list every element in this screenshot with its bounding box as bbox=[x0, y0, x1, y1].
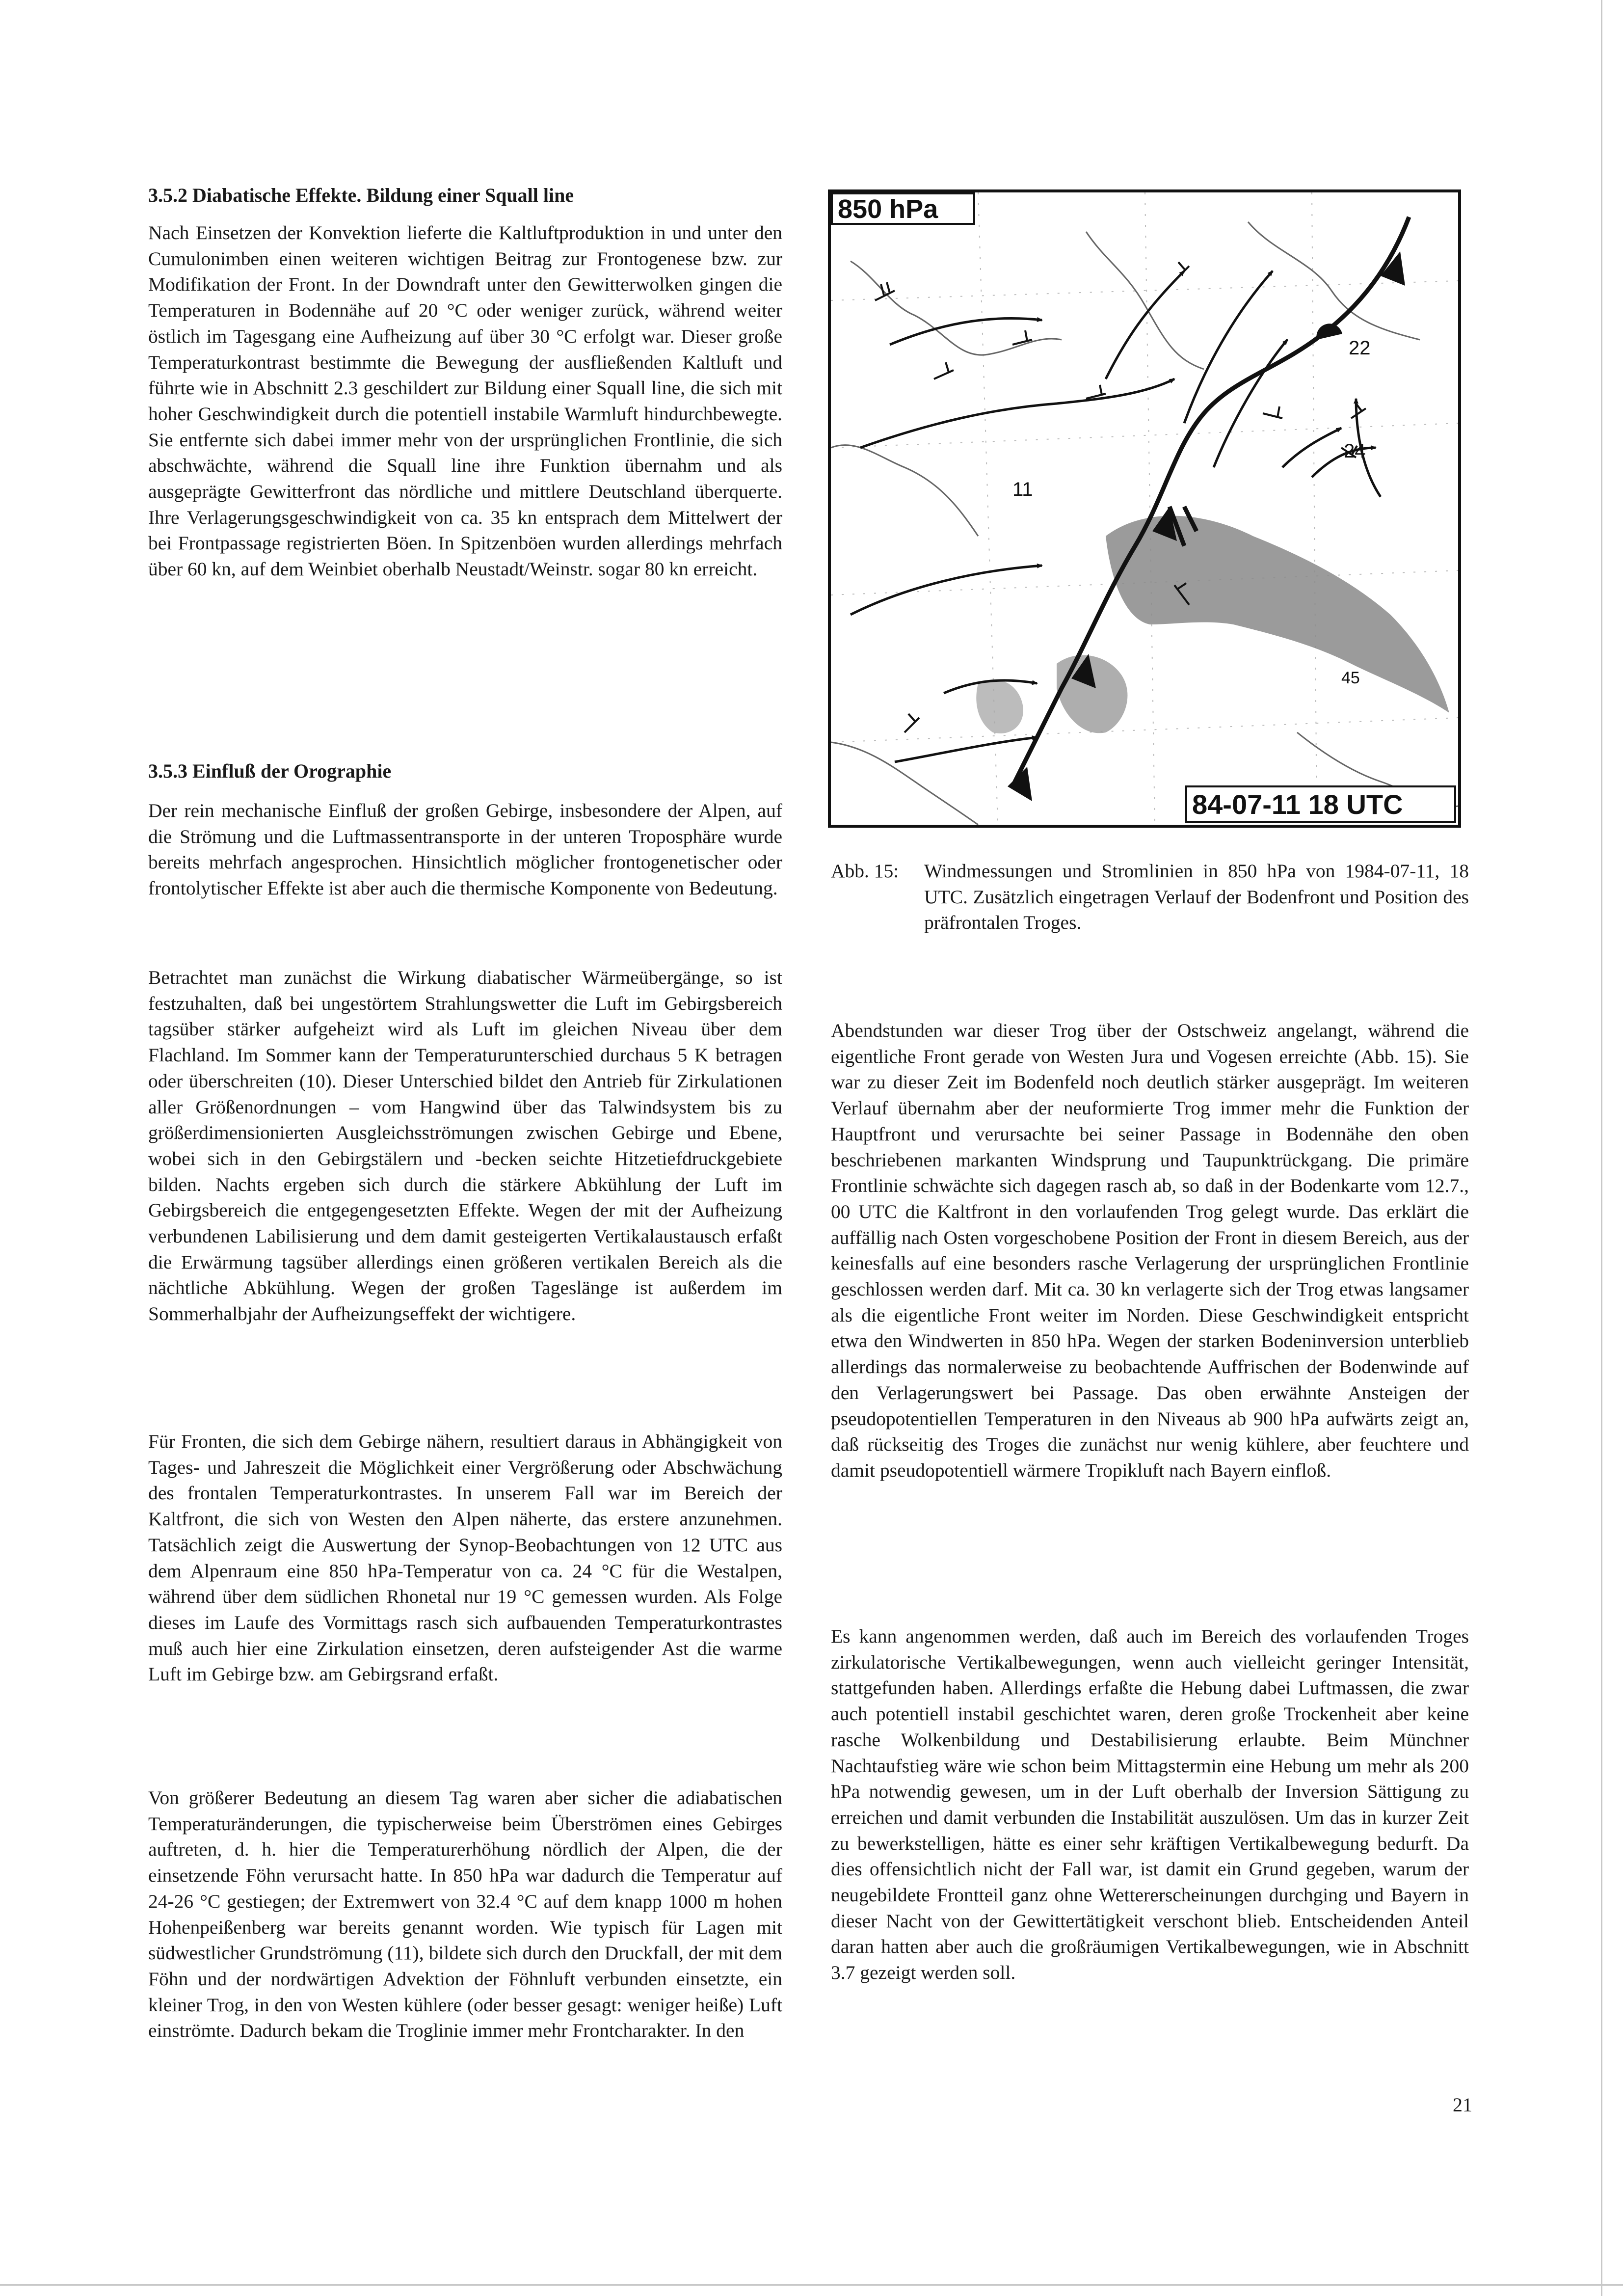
caption-text: Windmessungen und Stromlinien in 850 hPa von 1984-07-11, 18 UTC. Zusätzlich eingetragen Verlauf der Bodenfront und Position des präfrontalen Troges. bbox=[924, 860, 1469, 934]
map-grid bbox=[831, 192, 1458, 825]
level-label: 850 hPa bbox=[838, 194, 938, 224]
page-edge-bottom bbox=[0, 2284, 1623, 2286]
value-label-45: 45 bbox=[1341, 669, 1360, 687]
value-label-11: 11 bbox=[1012, 479, 1033, 500]
figure-labels bbox=[832, 193, 1455, 822]
paragraph-3-5-3-1: Der rein mechanische Einfluß der großen Gebirge, insbesondere der Alpen, auf die Strömung und die Luftmassentransporte in der unteren Troposphäre wurde bereits mehrfach angesprochen. Hinsichtlich möglicher frontogenetischer oder frontolytischer Effekte ist aber auch die thermische Komponente von Bedeutung. bbox=[148, 800, 782, 899]
paragraph-3-5-3-2: Betrachtet man zunächst die Wirkung diabatischer Wärmeübergänge, so ist festzuhalten, daß bei ungestörtem Strahlungswetter die Luft im Gebirgsbereich tagsüber stärker aufgeheizt wird als Luft im gleichen Niveau über dem Flachland. Im Sommer kann der Temperaturunterschied durchaus 5 K betragen oder überschreiten (10). Dieser Unterschied bildet den Antrieb für Zirkulationen aller Größenordnungen – vom Hangwind über das Talwindsystem bis zu größerdimensionierten Ausgleichsströmungen zwischen Gebirge und Ebene, wobei sich in den Gebirgstälern und -becken seichte Hitzetiefdruckgebiete bilden. Nachts ergeben sich durch die stärkere Abkühlung der Luft im Gebirgsbereich die entgegengesetzten Effekte. Wegen der mit der Aufheizung verbundenen Labilisierung und dem damit gesteigerten Vertikalaustausch erfaßt die Erwärmung tagsüber allerdings einen größeren vertikalen Bereich als die nächtliche Abkühlung. Wegen der großen Tageslänge ist außerdem im Sommerhalbjahr der Aufheizungseffekt der wichtigere. bbox=[148, 967, 782, 1325]
weather-map bbox=[831, 192, 1458, 825]
date-label: 84-07-11 18 UTC bbox=[1192, 789, 1403, 820]
alps-shading bbox=[976, 516, 1449, 733]
page-number: 21 bbox=[1453, 2094, 1472, 2116]
page-edge-right bbox=[1601, 0, 1602, 2296]
paragraph-right-2: Es kann angenommen werden, daß auch im Bereich des vorlaufenden Troges zirkulatorische Vertikalbewegungen, wenn auch vielleicht geringer Intensität, stattgefunden haben. Allerdings erfaßte die Hebung dabei Luftmassen, die zwar auch potentiell instabil geschichtet waren, deren große Trockenheit aber keine rasche Wolkenbildung und Destabilisierung erlaubte. Beim Münchner Nachtaufstieg wäre wie schon beim Mittagstermin eine Hebung um mehr als 200 hPa notwendig gewesen, um in der Luft oberhalb der Inversion Sättigung zu erreichen und damit verbunden die Instabilität auszulösen. Um das in kurzer Zeit zu bewerkstelligen, hätte es einer sehr kräftigen Vertikalbewegung bedurft. Da dies offensichtlich nicht der Fall war, ist damit ein Grund gegeben, warum der neugebildete Frontteil ganz ohne Wettererscheinungen durchging und Bayern in dieser Nacht von der Gewittertätigkeit verschont blieb. Entscheidenden Anteil daran hatten aber auch die großräumigen Vertikalbewegungen, wie in Abschnitt 3.7 gezeigt werden soll. bbox=[831, 1625, 1469, 1984]
caption-label: Abb. 15: bbox=[831, 860, 899, 882]
paragraph-3-5-3-4: Von größerer Bedeutung an diesem Tag waren aber sicher die adiabatischen Temperaturänderungen, die typischerweise beim Überströmen eines Gebirges auftreten, d. h. hier die Temperaturerhöhung nördlich der Alpen, die der einsetzende Föhn verursacht hatte. In 850 hPa war dadurch die Temperatur auf 24-26 °C gestiegen; der Extremwert von 32.4 °C auf dem knapp 1000 m hohen Hohenpeißenberg war bereits genannt worden. Wie typisch für Lagen mit südwestlicher Grundströmung (11), bildete sich durch den Druckfall, der mit dem Föhn und der nordwärtigen Advektion der Föhnluft verbunden einsetzte, ein kleiner Trog, in den von Westen kühlere (oder besser gesagt: weniger heiße) Luft einströmte. Dadurch bekam die Troglinie immer mehr Frontcharakter. In den bbox=[148, 1787, 782, 2042]
paragraph-3-5-3-3: Für Fronten, die sich dem Gebirge nähern, resultiert daraus in Abhängigkeit von Tages- und Jahreszeit die Möglichkeit einer Vergrößerung oder Abschwächung des frontalen Temperaturkontrastes. In unserem Fall war im Bereich der Kaltfront, die sich von Westen den Alpen näherte, das erstere anzunehmen. Tatsächlich zeigt die Auswertung der Synop-Beobachtungen von 12 UTC aus dem Alpenraum eine 850 hPa-Temperatur von ca. 24 °C für die Westalpen, während über dem südlichen Rhonetal nur 19 °C gemessen wurden. Als Folge dieses im Laufe des Vormittags rasch sich aufbauenden Temperaturkontrastes muß auch hier eine Zirkulation einsetzen, deren aufsteigender Ast die warme Luft im Gebirge bzw. am Gebirgsrand erfaßt. bbox=[148, 1431, 782, 1685]
section-heading-3-5-3: 3.5.3 Einfluß der Orographie bbox=[148, 760, 392, 782]
paragraph-3-5-2: Nach Einsetzen der Konvektion lieferte die Kaltluftproduktion in und unter den Cumulonimben einen weiteren wichtigen Beitrag zur Frontogenese bzw. zur Modifikation der Front. In der Downdraft unter den Gewitterwolken gingen die Temperaturen in Bodennähe auf 20 °C oder weniger zurück, während weiter östlich im Tagesgang eine Aufheizung auf über 30 °C erfolgt war. Dieser große Temperaturkontrast bestimmte die Bewegung der ausfließenden Kaltluft und führte wie in Abschnitt 2.3 geschildert zur Bildung einer Squall line, die sich mit hoher Geschwindigkeit durch die potentiell instabile Warmluft hindurchbewegte. Sie entfernte sich dabei immer mehr von der ursprünglichen Frontlinie, die sich abschwächte, während die Squall line ihre Funktion übernahm und als ausgeprägte Gewitterfront das nördliche und mittlere Deutschland überquerte. Ihre Verlagerungsgeschwindigkeit von ca. 35 kn entsprach dem Mittelwert der bei Frontpassage registrierten Böen. In Spitzenböen wurden allerdings mehrfach über 60 kn, auf dem Weinbiet oberhalb Neustadt/Weinstr. sogar 80 kn erreicht. bbox=[148, 222, 782, 580]
section-heading-3-5-2: 3.5.2 Diabatische Effekte. Bildung einer Squall line bbox=[148, 184, 574, 206]
paragraph-right-1: Abendstunden war dieser Trog über der Ostschweiz angelangt, während die eigentliche Front gerade von Westen Jura und Vogesen erreichte (Abb. 15). Sie war zu dieser Zeit im Bodenfeld noch deutlich stärker ausgeprägt. Im weiteren Verlauf übernahm aber der neuformierte Trog immer mehr die Funktion der Hauptfront und verursachte bei seiner Passage in Bodennähe den oben beschriebenen markanten Windsprung und Taupunktrückgang. Die primäre Frontlinie schwächte sich dagegen rasch ab, so daß in der Bodenkarte vom 12.7., 00 UTC die Kaltfront in den vorlaufenden Trog gelegt wurde. Das erklärt die auffällig nach Osten vorgeschobene Position der Front in diesem Bereich, aus der keinesfalls auf eine besonders rasche Verlagerung der ursprünglichen Frontlinie geschlossen werden darf. Mit ca. 30 kn verlagerte sich der Trog etwas langsamer als die eigentliche Front weiter im Norden. Diese Geschwindigkeit entspricht etwa den Windwerten in 850 hPa. Wegen der starken Bodeninversion unterblieb allerdings das normalerweise zu beobachtende Auffrischen der Bodenwinde auf den Verlagerungswert bei Passage. Das oben erwähnte Ansteigen der pseudopotentiellen Temperaturen in den Niveaus ab 900 hPa aufwärts zeigt an, daß rückseitig des Troges die zunächst nur wenig kühlere, aber feuchtere und damit pseudopotentiell wärmere Tropikluft nach Bayern einfloß. bbox=[831, 1020, 1469, 1481]
value-label-24: 24 bbox=[1344, 440, 1366, 462]
value-label-22: 22 bbox=[1349, 337, 1371, 359]
figure-850hpa-map bbox=[828, 189, 1461, 828]
